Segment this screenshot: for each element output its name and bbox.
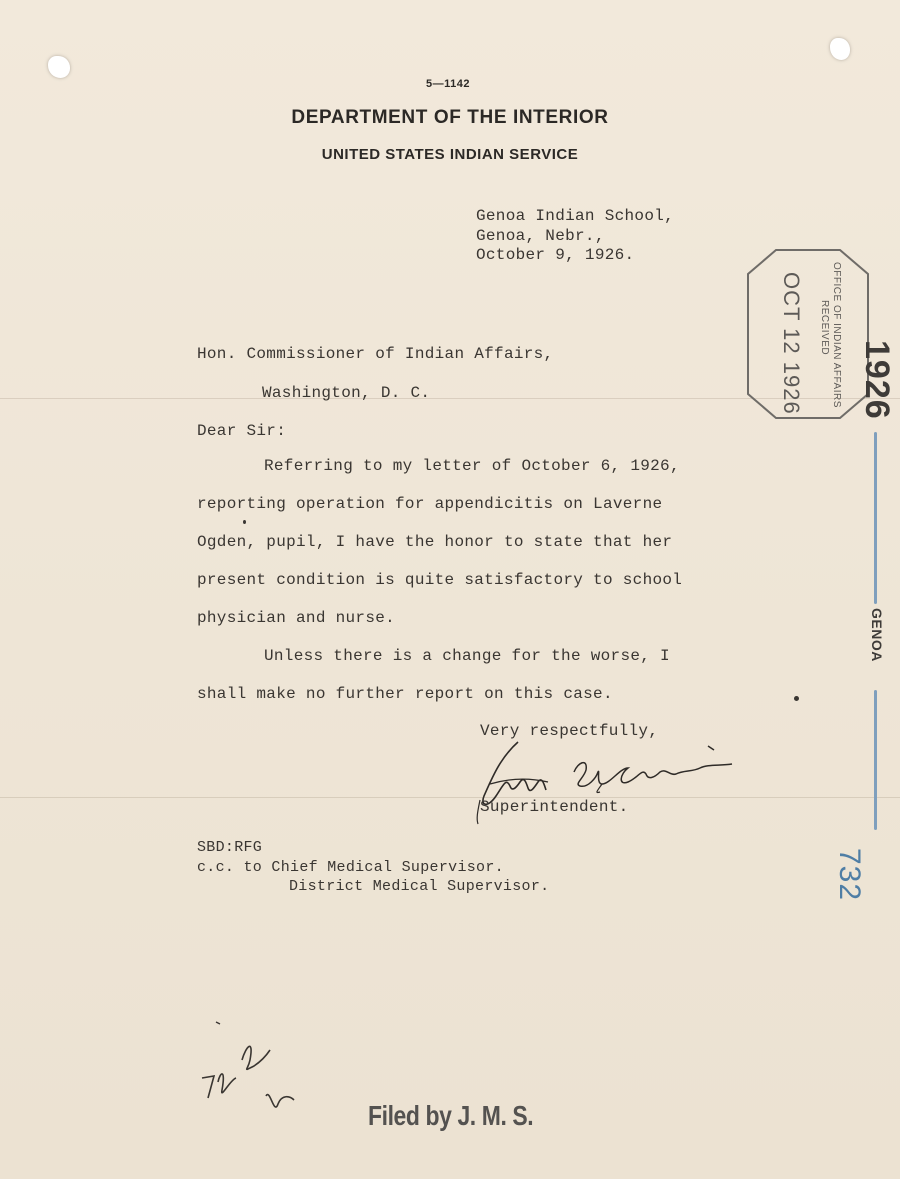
- margin-place: GENOA: [869, 608, 885, 662]
- recipient-line: Washington, D. C.: [262, 384, 431, 402]
- cc-line: c.c. to Chief Medical Supervisor.: [197, 859, 504, 876]
- body-line: Ogden, pupil, I have the honor to state that her: [197, 533, 673, 551]
- stamp-office: OFFICE OF INDIAN AFFAIRS: [831, 262, 842, 408]
- body-line: physician and nurse.: [197, 609, 396, 627]
- body-line: shall make no further report on this case.: [197, 685, 613, 703]
- ink-dot: [243, 520, 246, 524]
- salutation: Dear Sir:: [197, 422, 287, 440]
- department-heading: DEPARTMENT OF THE INTERIOR: [291, 107, 609, 128]
- signer-title: Superintendent.: [480, 798, 629, 816]
- filed-stamp: Filed by J. M. S.: [368, 1100, 534, 1131]
- reference-initials: SBD:RFG: [197, 839, 263, 856]
- body-line: Unless there is a change for the worse, I: [264, 647, 670, 665]
- punch-hole: [48, 56, 70, 78]
- stamp-date: OCT 12 1926: [779, 272, 804, 415]
- pencil-line: [874, 432, 877, 604]
- margin-year: 1926: [858, 340, 896, 420]
- body-line: Referring to my letter of October 6, 1926,: [264, 457, 680, 475]
- ink-dot: [794, 696, 799, 701]
- form-number: 5—1142: [426, 78, 470, 90]
- pencil-line: [874, 690, 877, 830]
- sender-address-line: Genoa Indian School,: [476, 207, 675, 225]
- file-number: 732: [833, 848, 866, 902]
- closing: Very respectfully,: [480, 722, 659, 740]
- handwritten-initials: [196, 1020, 296, 1120]
- service-heading: UNITED STATES INDIAN SERVICE: [321, 146, 579, 163]
- punch-hole: [830, 38, 850, 60]
- received-stamp-frame: [746, 248, 870, 420]
- body-line: reporting operation for appendicitis on Laverne: [197, 495, 663, 513]
- cc-line: District Medical Supervisor.: [289, 878, 550, 895]
- stamp-received: RECEIVED: [819, 300, 830, 356]
- sender-address-line: Genoa, Nebr.,: [476, 227, 605, 245]
- body-line: present condition is quite satisfactory to school: [197, 571, 683, 589]
- recipient-line: Hon. Commissioner of Indian Affairs,: [197, 345, 554, 363]
- letter-date: October 9, 1926.: [476, 246, 635, 264]
- paper-fold: [0, 797, 900, 798]
